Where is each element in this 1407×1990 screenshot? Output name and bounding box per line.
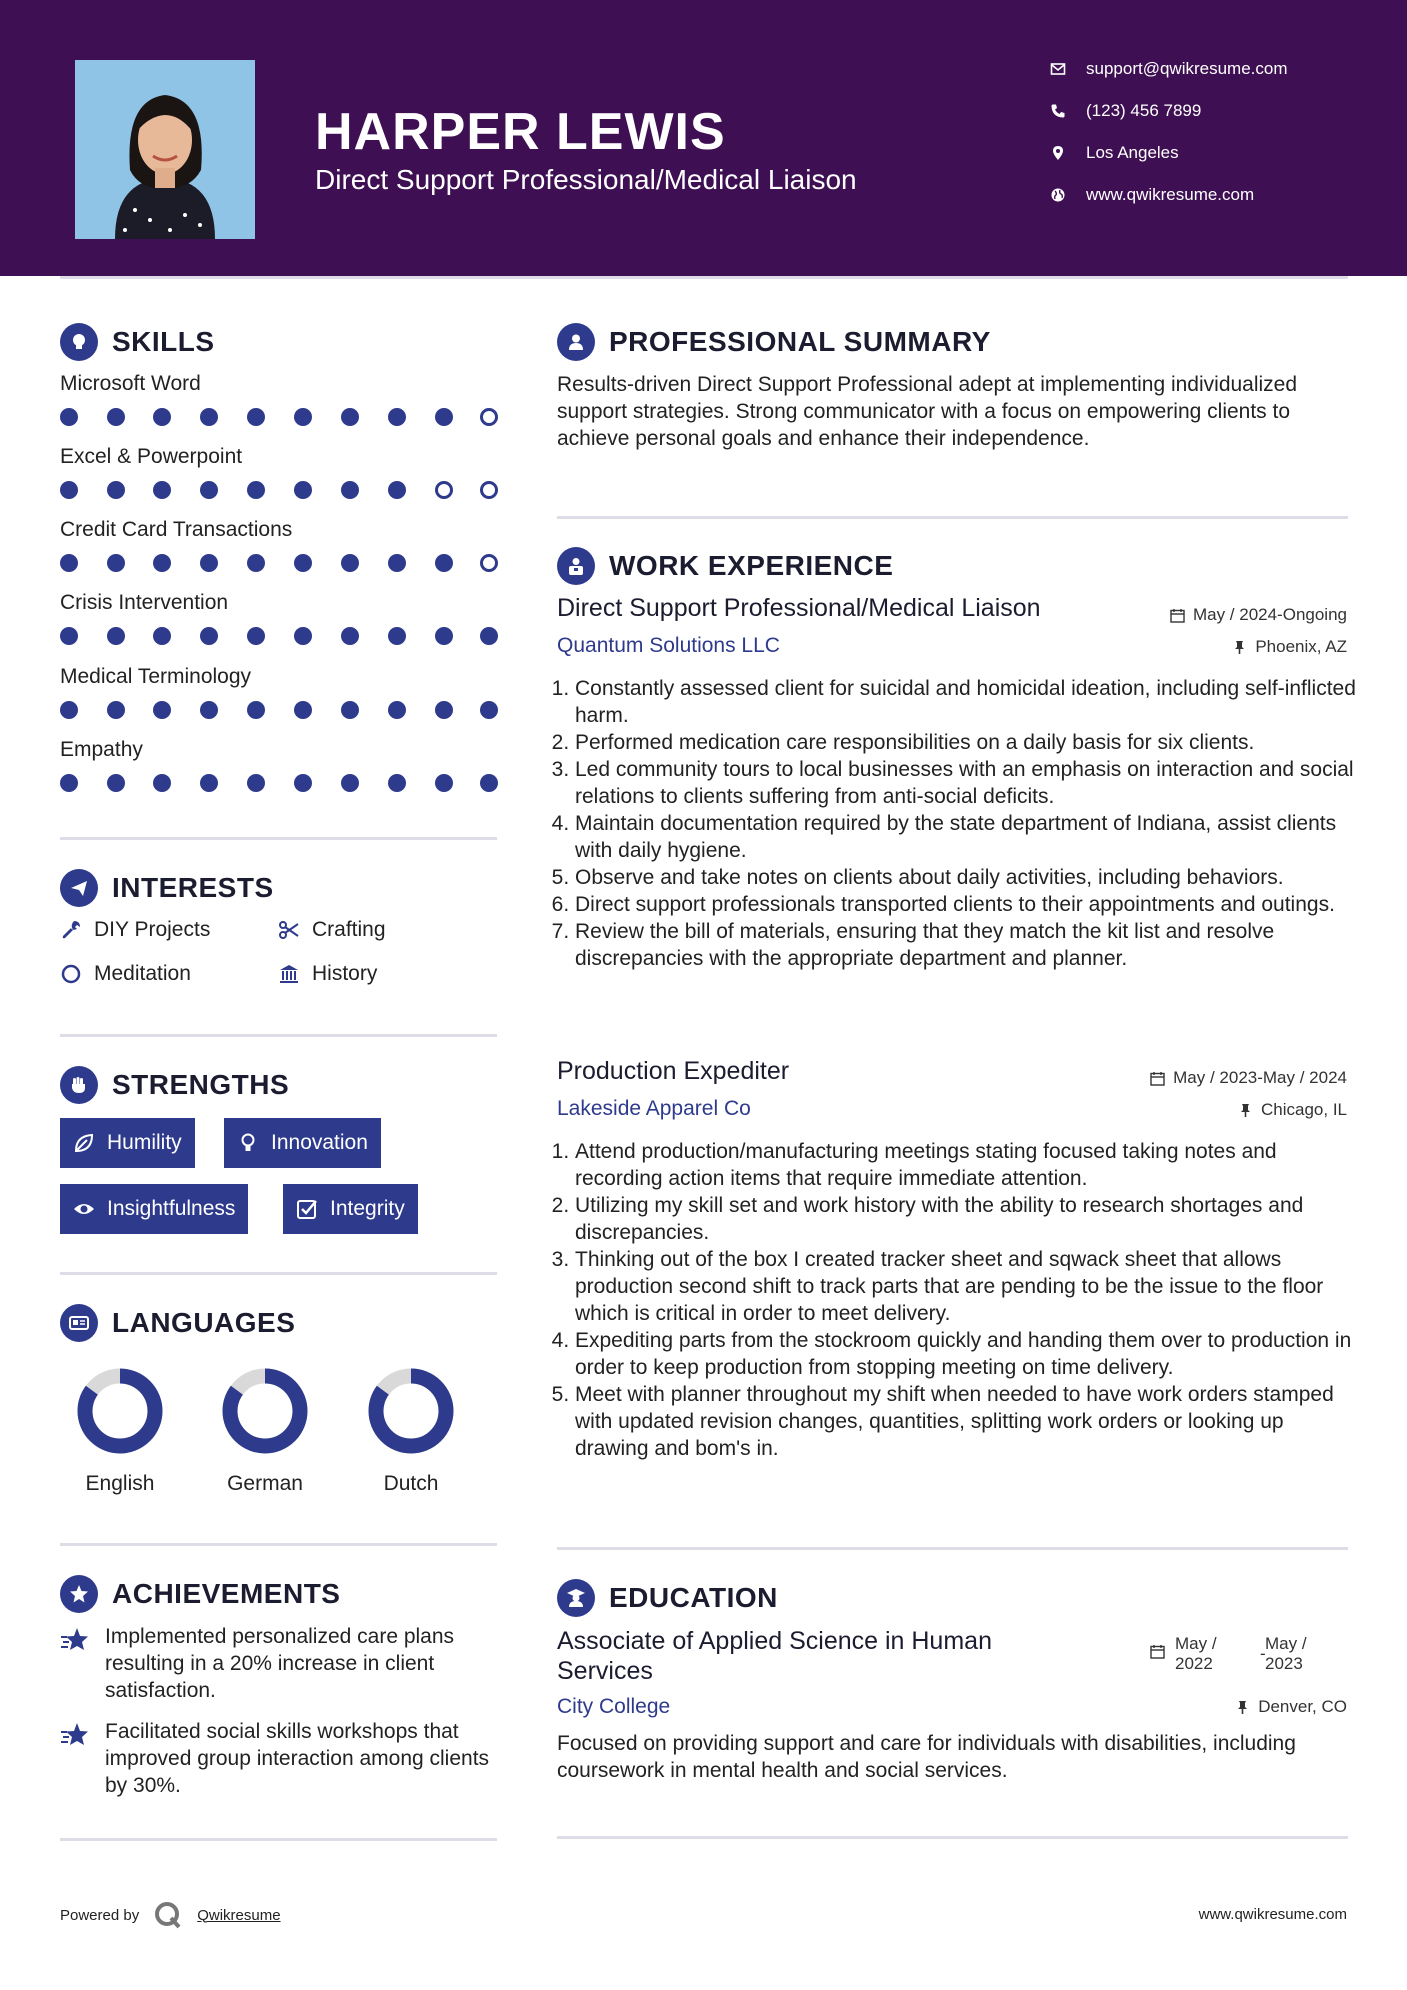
rating-dot-filled: [200, 408, 218, 426]
skill-label: Credit Card Transactions: [60, 518, 293, 541]
job-location: [1232, 637, 1347, 657]
wrench-icon: [60, 919, 82, 941]
rating-dot-filled: [60, 774, 78, 792]
job-dates-text: May / 2024-Ongoing: [1192, 605, 1347, 624]
skills-heading: [60, 322, 215, 362]
rating-dot-filled: [435, 627, 453, 645]
duty-item: 1. Attend production/manufacturing meetings stating focused taking notes and recording action items that require immediate attention.: [575, 1138, 1357, 1192]
skill-rating: [60, 772, 500, 794]
phone-icon: [1050, 103, 1066, 119]
rating-dot-filled: [341, 774, 359, 792]
rating-dot-filled: [388, 774, 406, 792]
duty-item: 5. Observe and take notes on clients about daily activities, including behaviors.: [575, 864, 1357, 891]
circle-icon: [60, 963, 82, 985]
contact-email[interactable]: [1050, 54, 1390, 84]
language-level-ring: [77, 1368, 163, 1454]
rating-dot-filled: [247, 701, 265, 719]
candidate-name: HARPER LEWIS: [315, 103, 726, 161]
skills-divider: [60, 837, 497, 840]
rating-dot-filled: [60, 627, 78, 645]
rating-dot-filled: [480, 774, 498, 792]
star-badge-icon: [60, 1575, 98, 1613]
skill-label: Excel & Powerpoint: [60, 445, 243, 468]
footer-url[interactable]: www.qwikresume.com: [1198, 1906, 1347, 1923]
education-location-text: Denver, CO: [1258, 1697, 1347, 1716]
strength-label: Insightfulness: [107, 1197, 236, 1220]
achievements-divider: [60, 1838, 497, 1841]
rating-dot-filled: [247, 408, 265, 426]
user-icon: [557, 323, 595, 361]
strength-badge-integrity: [283, 1184, 418, 1234]
achievements-heading: [60, 1574, 340, 1614]
contact-phone-text: (123) 456 7899: [1086, 101, 1202, 120]
start-month: May /: [1175, 1634, 1217, 1653]
school-name: City College: [557, 1695, 671, 1718]
rating-dot-filled: [153, 554, 171, 572]
job-location: [1238, 1100, 1347, 1120]
scissors-icon: [278, 919, 300, 941]
rating-dot-filled: [153, 627, 171, 645]
strength-label: Humility: [107, 1131, 182, 1154]
rating-dot-filled: [60, 408, 78, 426]
rating-dot-empty: [480, 554, 498, 572]
rating-dot-empty: [435, 481, 453, 499]
rating-dot-filled: [107, 481, 125, 499]
company-name: Lakeside Apparel Co: [557, 1097, 751, 1120]
rating-dot-filled: [247, 554, 265, 572]
job-location-text: Chicago, IL: [1261, 1100, 1347, 1119]
rating-dot-filled: [294, 774, 312, 792]
rating-dot-filled: [341, 627, 359, 645]
experience-heading: [557, 546, 893, 586]
job-location-text: Phoenix, AZ: [1255, 637, 1347, 656]
end-month: May /: [1265, 1634, 1307, 1653]
rating-dot-filled: [153, 774, 171, 792]
language-level-ring: [222, 1368, 308, 1454]
calendar-icon: [1150, 1644, 1165, 1659]
graduate-icon: [557, 1579, 595, 1617]
powered-by-text: Powered by: [60, 1906, 140, 1924]
contact-email-text: support@qwikresume.com: [1086, 59, 1288, 78]
degree-title: [557, 1626, 992, 1686]
skill-label: Microsoft Word: [60, 372, 201, 395]
start-date: [1175, 1634, 1217, 1674]
degree-line: Associate of Applied Science in Human: [557, 1627, 992, 1655]
achievement-item: [60, 1623, 500, 1704]
rating-dot-filled: [107, 701, 125, 719]
rating-dot-filled: [247, 774, 265, 792]
qwikresume-logo-icon: [153, 1900, 183, 1930]
rating-dot-filled: [294, 627, 312, 645]
resume-header: [0, 0, 1407, 276]
envelope-icon: [1050, 61, 1066, 77]
interest-label: Crafting: [312, 918, 386, 941]
interest-history: [278, 962, 377, 986]
rating-dot-filled: [388, 408, 406, 426]
language-card-icon: [60, 1304, 98, 1342]
rating-dot-filled: [435, 554, 453, 572]
skills-heading-text: SKILLS: [112, 326, 215, 357]
star-icon: [60, 1627, 90, 1653]
rating-dot-filled: [294, 554, 312, 572]
strength-label: Innovation: [271, 1131, 368, 1154]
interest-label: Meditation: [94, 962, 191, 985]
interest-crafting: [278, 918, 386, 942]
duty-item: 1. Constantly assessed client for suicidal and homicidal ideation, including self-inflicted harm.: [575, 675, 1357, 729]
rating-dot-filled: [294, 408, 312, 426]
calendar-icon: [1150, 1071, 1165, 1086]
education-location: [1235, 1697, 1347, 1717]
languages-heading: [60, 1303, 295, 1343]
job-dates: [1150, 1068, 1347, 1088]
rating-dot-filled: [294, 701, 312, 719]
rating-dot-filled: [341, 701, 359, 719]
rating-dot-filled: [294, 481, 312, 499]
end-date: [1265, 1634, 1307, 1674]
calendar-icon: [1170, 608, 1185, 623]
languages-heading-text: LANGUAGES: [112, 1307, 296, 1338]
duty-item: 5. Meet with planner throughout my shift when needed to have work orders stamped with updated revision changes, quantities, splitting work orders or looking up drawing and bom's in.: [575, 1381, 1357, 1462]
rating-dot-filled: [247, 481, 265, 499]
job-title: Direct Support Professional/Medical Liaison: [557, 594, 1041, 622]
rating-dot-filled: [341, 481, 359, 499]
skill-label: Crisis Intervention: [60, 591, 229, 614]
rating-dot-filled: [247, 627, 265, 645]
duty-item: 6. Direct support professionals transported clients to their appointments and outings.: [575, 891, 1357, 918]
skill-rating: [60, 479, 500, 501]
contact-phone[interactable]: [1050, 96, 1390, 126]
footer-powered-by: [60, 1900, 281, 1930]
language-label: English: [85, 1472, 155, 1495]
strength-badge-insightfulness: [60, 1184, 248, 1234]
job-dates: [1170, 605, 1347, 625]
date-dash: -: [1260, 1644, 1266, 1663]
museum-icon: [278, 963, 300, 985]
pushpin-icon: [1235, 1700, 1250, 1715]
rating-dot-filled: [107, 554, 125, 572]
job-title: Production Expediter: [557, 1057, 790, 1085]
job-dates-text: May / 2023-May / 2024: [1173, 1068, 1347, 1087]
languages-divider: [60, 1543, 497, 1546]
contact-website[interactable]: [1050, 180, 1390, 210]
education-dates: [1150, 1634, 1350, 1674]
contact-location: [1050, 138, 1390, 168]
skill-label: Empathy: [60, 738, 143, 761]
eye-icon: [73, 1198, 95, 1220]
duty-item: 4. Maintain documentation required by the state department of Indiana, assist clients with daily hygiene.: [575, 810, 1357, 864]
rating-dot-filled: [480, 627, 498, 645]
interest-label: History: [312, 962, 378, 985]
rating-dot-empty: [480, 408, 498, 426]
duty-item: 2. Performed medication care responsibilities on a daily basis for six clients.: [575, 729, 1357, 756]
check-square-icon: [296, 1198, 318, 1220]
language-label: German: [227, 1472, 303, 1495]
rating-dot-filled: [435, 408, 453, 426]
strengths-heading-text: STRENGTHS: [112, 1069, 290, 1100]
skill-rating: [60, 406, 500, 428]
summary-heading: [557, 322, 991, 362]
map-pin-icon: [1050, 145, 1066, 161]
company-name: Quantum Solutions LLC: [557, 634, 780, 657]
pushpin-icon: [1232, 640, 1247, 655]
pushpin-icon: [1238, 1103, 1253, 1118]
duty-item: 7. Review the bill of materials, ensuring that they match the kit list and resolve discrepancies with the appropriate department and planner.: [575, 918, 1357, 972]
rating-dot-filled: [60, 481, 78, 499]
rating-dot-empty: [480, 481, 498, 499]
education-divider: [557, 1836, 1348, 1839]
lightbulb-icon: [237, 1132, 259, 1154]
rating-dot-filled: [107, 774, 125, 792]
rating-dot-filled: [388, 627, 406, 645]
interest-meditation: [60, 962, 191, 986]
skill-rating: [60, 625, 500, 647]
duty-item: 3. Led community tours to local businesses with an emphasis on interaction and social relations to clients suffering from anti-social deficits.: [575, 756, 1357, 810]
strengths-divider: [60, 1272, 497, 1275]
rating-dot-filled: [388, 701, 406, 719]
education-description: Focused on providing support and care for individuals with disabilities, including coursework in mental health and social services.: [557, 1732, 1296, 1782]
interests-divider: [60, 1034, 497, 1037]
contact-website-text: www.qwikresume.com: [1086, 185, 1255, 204]
achievement-item: [60, 1718, 500, 1799]
experience-divider: [557, 1547, 1348, 1550]
rating-dot-filled: [107, 408, 125, 426]
rating-dot-filled: [153, 481, 171, 499]
start-year: 2022: [1175, 1654, 1213, 1673]
language-level-ring: [368, 1368, 454, 1454]
interest-label: DIY Projects: [94, 918, 211, 941]
rating-dot-filled: [200, 774, 218, 792]
rating-dot-filled: [107, 627, 125, 645]
rating-dot-filled: [388, 554, 406, 572]
rating-dot-filled: [200, 701, 218, 719]
summary-divider: [557, 516, 1348, 519]
leaf-icon: [73, 1132, 95, 1154]
education-heading: [557, 1578, 778, 1618]
paper-plane-icon: [60, 869, 98, 907]
globe-icon: [1050, 187, 1066, 203]
profile-photo: [75, 60, 255, 239]
rating-dot-filled: [153, 701, 171, 719]
strength-label: Integrity: [330, 1197, 405, 1220]
rating-dot-filled: [341, 408, 359, 426]
summary-text: Results-driven Direct Support Professional adept at implementing individualized support strategies. Strong communicator with a focus on empowering clients to achieve personal goals and enhance their independence.: [557, 373, 1298, 450]
experience-heading-text: WORK EXPERIENCE: [609, 550, 894, 581]
degree-line: Services: [557, 1657, 653, 1685]
strength-badge-humility: [60, 1118, 195, 1168]
rating-dot-filled: [341, 554, 359, 572]
interests-heading: [60, 868, 274, 908]
rating-dot-filled: [435, 701, 453, 719]
duty-item: 2. Utilizing my skill set and work history with the ability to research shortages and discrepancies.: [575, 1192, 1357, 1246]
duty-item: 4. Expediting parts from the stockroom quickly and handing them over to production in order to keep production from stopping meeting on time delivery.: [575, 1327, 1357, 1381]
rating-dot-filled: [435, 774, 453, 792]
rating-dot-filled: [388, 481, 406, 499]
fist-icon: [60, 1066, 98, 1104]
skill-label: Medical Terminology: [60, 665, 252, 688]
rating-dot-filled: [200, 554, 218, 572]
briefcase-user-icon: [557, 547, 595, 585]
contact-location-text: Los Angeles: [1086, 143, 1179, 162]
candidate-title: Direct Support Professional/Medical Liaison: [315, 164, 857, 195]
rating-dot-filled: [200, 627, 218, 645]
star-icon: [60, 1722, 90, 1748]
interests-heading-text: INTERESTS: [112, 872, 274, 903]
language-label: Dutch: [383, 1472, 439, 1495]
rating-dot-filled: [200, 481, 218, 499]
achievements-heading-text: ACHIEVEMENTS: [112, 1578, 341, 1609]
qwikresume-link[interactable]: Qwikresume: [197, 1906, 281, 1924]
summary-heading-text: PROFESSIONAL SUMMARY: [609, 326, 991, 357]
skill-rating: [60, 699, 500, 721]
interest-diy-projects: [60, 918, 210, 942]
job-duties: [557, 1138, 1357, 1462]
strengths-heading: [60, 1065, 289, 1105]
strength-badge-innovation: [224, 1118, 381, 1168]
achievement-text: Facilitated social skills workshops that improved group interaction among clients by 30%.: [105, 1720, 490, 1797]
rating-dot-filled: [60, 554, 78, 572]
end-year: 2023: [1265, 1654, 1303, 1673]
achievement-text: Implemented personalized care plans resulting in a 20% increase in client satisfaction.: [105, 1625, 455, 1702]
rating-dot-filled: [153, 408, 171, 426]
job-duties: [557, 675, 1357, 972]
education-heading-text: EDUCATION: [609, 1582, 778, 1613]
header-divider: [60, 276, 1348, 279]
skill-rating: [60, 552, 500, 574]
rating-dot-filled: [60, 701, 78, 719]
rating-dot-filled: [480, 701, 498, 719]
lightbulb-icon: [60, 323, 98, 361]
duty-item: 3. Thinking out of the box I created tracker sheet and sqwack sheet that allows production second shift to track parts that are pending to be the issue to the floor which is critical in order to meet delivery.: [575, 1246, 1357, 1327]
